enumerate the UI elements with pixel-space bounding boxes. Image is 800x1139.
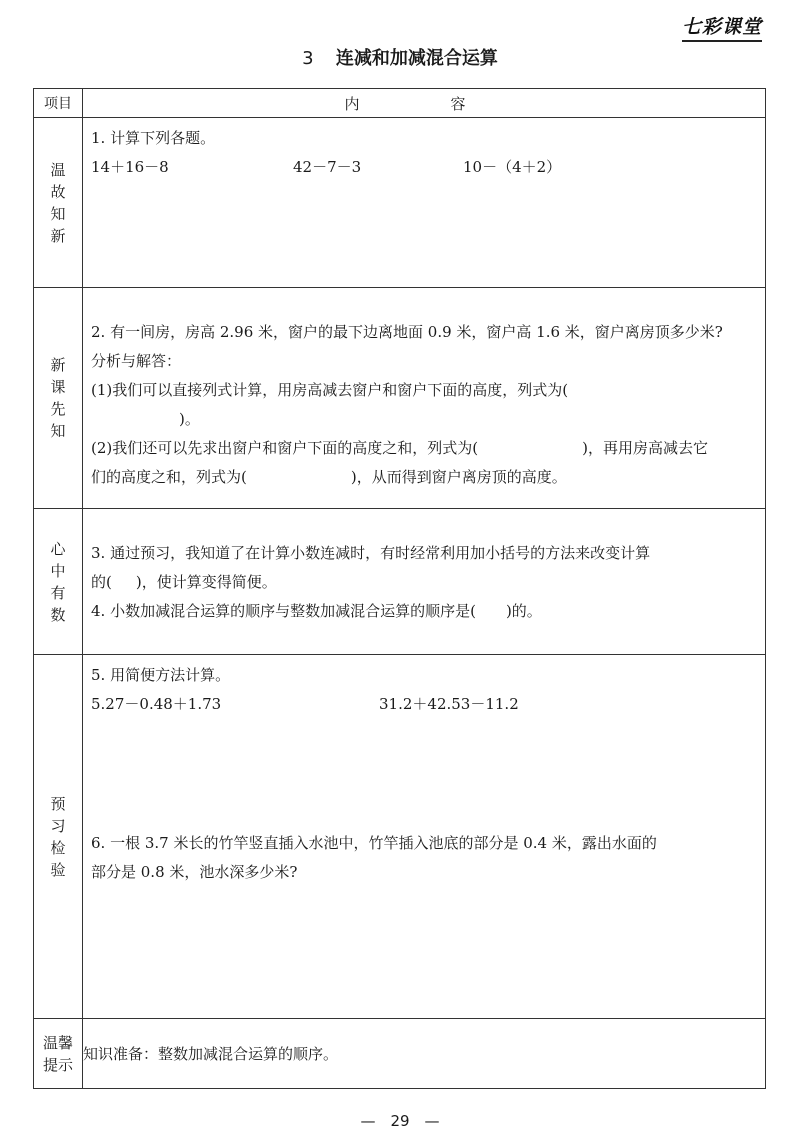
expression-5-1: 5.27－0.48＋1.73: [91, 695, 222, 713]
preview-check-label-cell: [34, 655, 83, 1019]
preview-check-row: [34, 655, 766, 1019]
question-4: 4. 小数加减混合运算的顺序与整数加减混合运算的顺序是( )的。: [91, 602, 542, 620]
new-knowledge-content: [83, 288, 766, 509]
question-2: 2. 有一间房，房高 2.96 米，窗户的最下边离地面 0.9 米，窗户高 1.6 米，窗户离房顶多少米?: [91, 323, 723, 341]
review-content: [83, 118, 766, 288]
question-5: 5. 用简便方法计算。: [91, 666, 231, 684]
tips-label: 温馨 提示: [42, 1033, 73, 1074]
question-3: 3. 通过预习，我知道了在计算小数连减时，有时经常利用加小括号的方法来改变计算 的( )，使计算变得简便。: [91, 544, 651, 591]
review-expressions: [91, 153, 755, 182]
lesson-title: 连减和加减混合运算: [335, 48, 498, 69]
page-title: [0, 44, 800, 70]
summary-label: 心中有数: [50, 539, 66, 624]
question-1: 1. 计算下列各题。: [91, 129, 216, 147]
tips-label-cell: [34, 1019, 83, 1089]
summary-content: [83, 509, 766, 655]
preview-check-label: 预习检验: [50, 794, 66, 879]
preview-check-content: [83, 655, 766, 1019]
expression-3: 10－（4＋2）: [463, 158, 562, 176]
expression-2: 42－7－3: [293, 158, 362, 176]
work-space-5: [91, 719, 755, 829]
step-1: (1)我们可以直接列式计算，用房高减去窗户和窗户下面的高度，列式为( )。: [91, 381, 569, 428]
analysis-heading: 分析与解答：: [91, 352, 182, 370]
expression-5-2: 31.2＋42.53－11.2: [379, 695, 519, 713]
summary-label-cell: [34, 509, 83, 655]
question-5-expressions: [91, 690, 755, 719]
summary-row: [34, 509, 766, 655]
question-6: 6. 一根 3.7 米长的竹竿竖直插入水池中，竹竿插入池底的部分是 0.4 米，露出水面的 部分是 0.8 米，池水深多少米?: [91, 834, 657, 881]
worksheet-table: [33, 88, 766, 1089]
new-knowledge-label: 新课先知: [50, 356, 66, 440]
header-item: 项目: [34, 89, 83, 118]
lesson-number: 3: [302, 48, 314, 69]
tips-content: 知识准备：整数加减混合运算的顺序。: [83, 1019, 766, 1089]
new-knowledge-row: [34, 288, 766, 509]
header-content: 内 容: [83, 89, 766, 118]
page-number: — 29 —: [360, 1112, 440, 1130]
step-2: (2)我们还可以先求出窗户和窗户下面的高度之和，列式为( )，再用房高减去它 们的高度之和，列式为( )，从而得到窗户离房顶的高度。: [91, 439, 708, 486]
brand-logo: 七彩课堂: [682, 12, 762, 42]
review-row: [34, 118, 766, 288]
tips-row: [34, 1019, 766, 1089]
expression-1: 14＋16－8: [91, 158, 169, 176]
review-label: 温故知新: [50, 160, 66, 245]
header-row: [34, 89, 766, 118]
new-knowledge-label-cell: [34, 288, 83, 509]
review-label-cell: [34, 118, 83, 288]
